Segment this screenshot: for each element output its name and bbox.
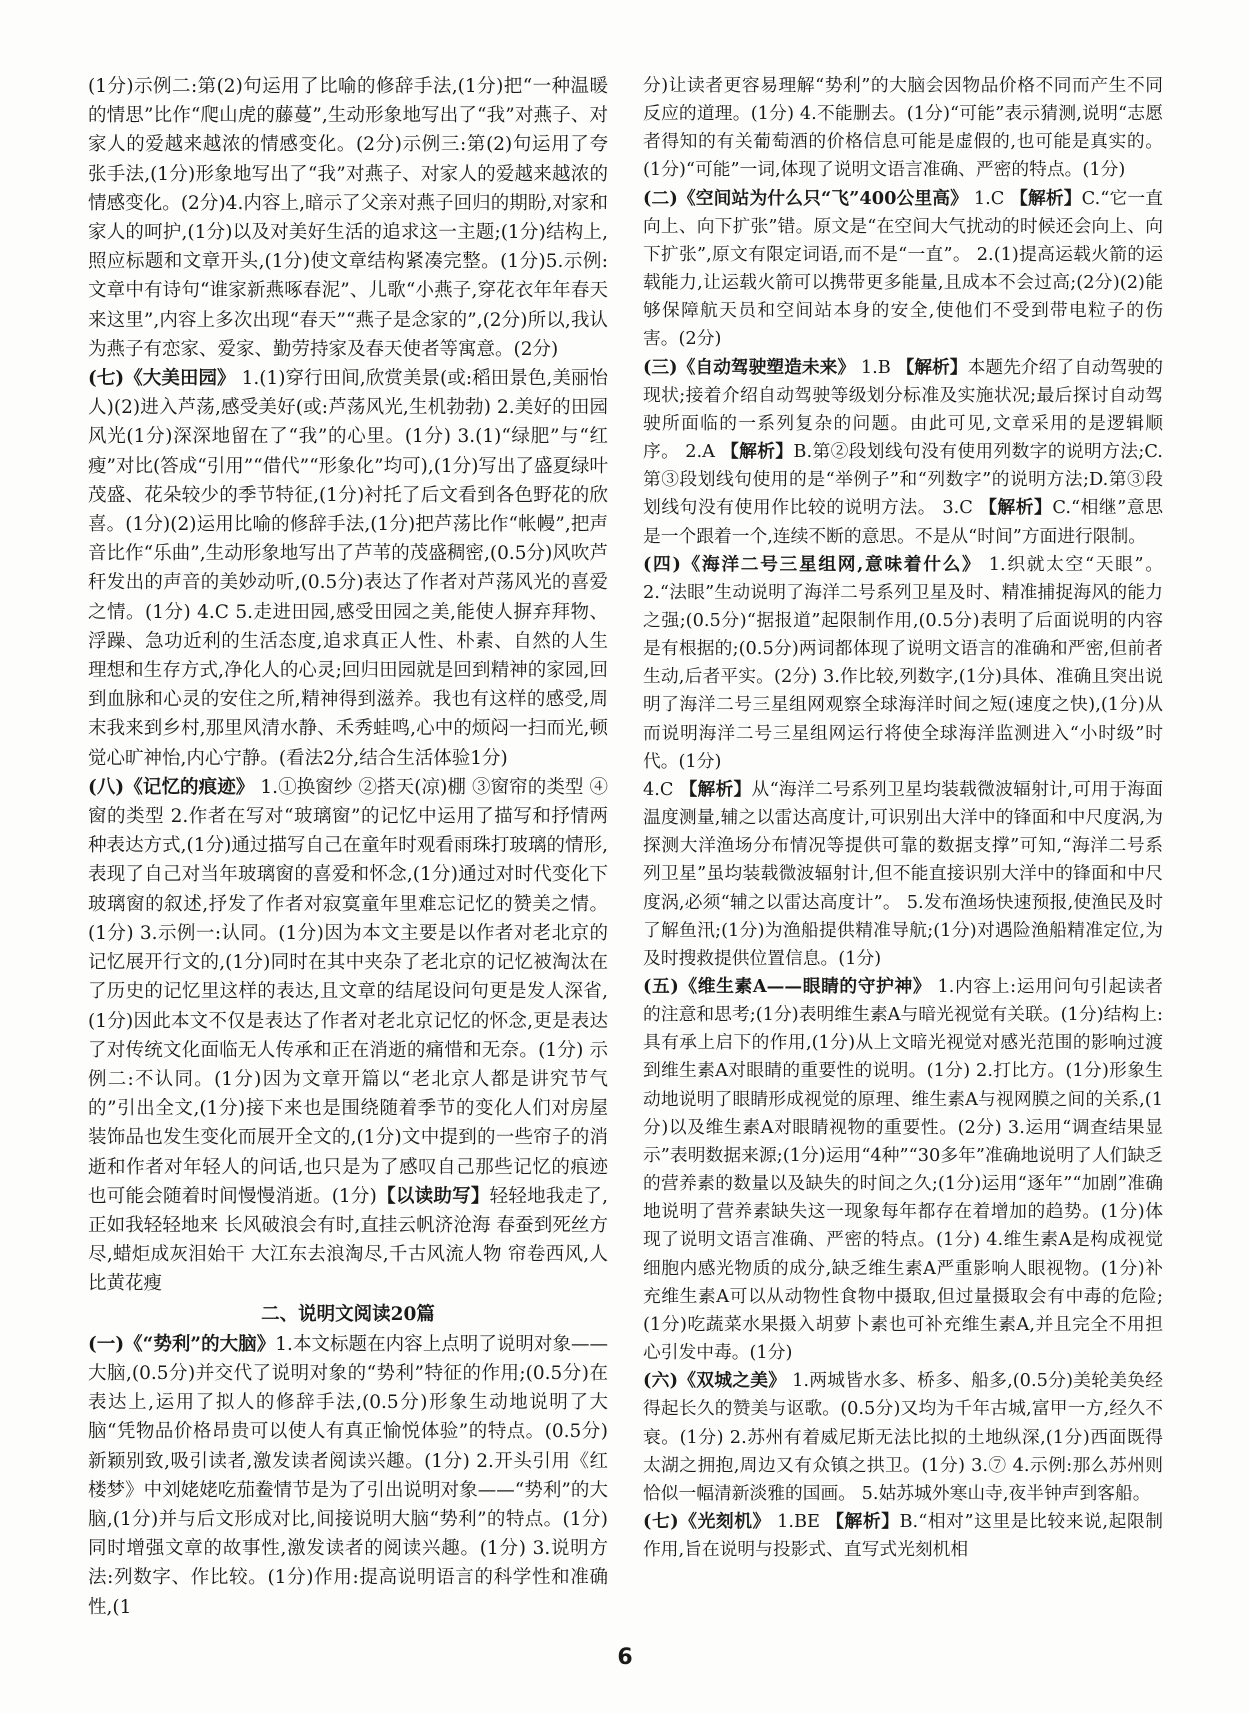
section-title: (七)《光刻机》: [643, 1510, 771, 1532]
answer-section-7: [88, 364, 608, 773]
analysis-label: 【解析】: [826, 1510, 900, 1532]
answer: 1.B: [860, 357, 891, 378]
section-body: 1.内容上:运用问句引起读者的注意和思考;(1分)表明维生素A与暗光视觉有关联。(1分)结构上:具有承上启下的作用,(1分)从上文暗光视觉对感光范围的影响过渡到维生素A对眼睛的重要性的说明。(1分) 2.打比方。(1分)形象生动地说明了眼睛形成视觉的原理、维生素A与视网膜之间的关系,(1分)以及维生素A对眼睛视物的重要性。(2分) 3.运用“调查结果显示”表明数据来源;(1分)运用“4种”“30多年”准确地说明了人们缺乏的营养素的数量以及缺失的时间之久;(1分)运用“逐年”“加剧”准确地说明了营养素缺失这一现象每年都存在着增加的趋势。(1分)体现了说明文语言准确、严密的特点。(1分) 4.维生素A是构成视觉细胞内感光物质的成分,缺乏维生素A严重影响人眼视物。(1分)补充维生素A可以从动物性食物中摄取,但过量摄取会有中毒的危险;(1分)吃蔬菜水果摄入胡萝卜素也可补充维生素A,并且完全不用担心引发中毒。(1分): [643, 977, 1163, 1364]
section-title: (六)《双城之美》: [643, 1370, 787, 1392]
analysis: 本题先介绍了自动驾驶的现状;接着介绍自动驾驶等级划分标准及实施状况;最后探讨自动驾驶所面临的一系列复杂的问题。由此可见,文章采用的是逻辑顺序。: [643, 357, 1163, 463]
answer-expository-1: [88, 1330, 608, 1622]
analysis-label: 【解析】: [1010, 187, 1082, 209]
analysis-label: 【解析】: [720, 441, 794, 463]
answer-expository-7: [643, 1508, 1163, 1564]
right-column: [643, 72, 1163, 1564]
answer: 1.C: [973, 188, 1005, 209]
section-body: 1.(1)穿行田间,欣赏美景(或:稻田景色,美丽怡人)(2)进入芦荡,感受美好(或:芦荡风光,生机勃勃) 2.美好的田园风光(1分)深深地留在了“我”的心里。(1分) 3.(1)“绿肥”与“红瘦”对比(答成“引用”“借代”“形象化”均可),(1分)写出了盛夏绿叶茂盛、花朵较少的季节特征,(1分)衬托了后文看到各色野花的欣喜。(1分)(2)运用比喻的修辞手法,(1分)把芦荡比作“帐幔”,把声音比作“乐曲”,生动形象地写出了芦苇的茂盛稠密,(0.5分)风吹芦秆发出的声音的美妙动听,(0.5分)表达了作者对芦荡风光的喜爱之情。(1分) 4.C 5.走进田园,感受田园之美,能使人摒弃拜物、浮躁、急功近利的生活态度,追求真正人性、朴素、自然的人生理想和生存方式,净化人的心灵;回归田园就是回到精神的家园,回到血脉和心灵的安住之所,精神得到滋养。我也有这样的感受,周末我来到乡村,那里风清水静、禾秀蛙鸣,心中的烦闷一扫而光,顿觉心旷神怡,内心宁静。(看法2分,结合生活体验1分): [88, 368, 608, 769]
analysis: B.“相对”这里是比较来说,起限制作用,旨在说明与投影式、直写式光刻机相: [643, 1511, 1163, 1561]
analysis: C.“相继”意思是一个跟着一个,连续不断的意思。不是从“时间”方面进行限制。: [643, 498, 1163, 547]
section-title: (一)《“势利”的大脑》: [88, 1333, 276, 1355]
answer: 2.(1)提高运载火箭的运载能力,让运载火箭可以携带更多能量,且成本不会过高;(2分)(2)能够保障航天员和空间站本身的安全,使他们不受到带电粒子的伤害。(2分): [643, 244, 1163, 350]
read-write-label: 【以读助写】: [376, 1185, 490, 1207]
text: (1分)示例二:第(2)句运用了比喻的修辞手法,(1分)把“一种温暖的情思”比作“爬山虎的藤蔓”,生动形象地写出了“我”对燕子、对家人的爱越来越浓的情感变化。(2分)示例三:第(2)句运用了夸张手法,(1分)形象地写出了“我”对燕子、对家人的爱越来越浓的情感变化。(2分): [88, 76, 608, 214]
answer: 1.BE: [777, 1511, 821, 1532]
analysis: 从“海洋二号系列卫星均装载微波辐射计,可用于海面温度测量,辅之以雷达高度计,可识别出大洋中的锋面和中尺度涡,为探测大洋渔场分布情况等提供可靠的数据支撑”可知,“海洋二号系列卫星”虽均装载微波辐射计,但不能直接识别大洋中的锋面和中尺度涡,必须“辅之以雷达高度计”。: [643, 779, 1163, 913]
answer: 5.发布渔场快速预报,使渔民及时了解鱼汛;(1分)为渔船提供精准导航;(1分)对遇险渔船精准定位,为及时搜救提供位置信息。(1分): [643, 892, 1163, 969]
section-title: (七)《大美田园》: [88, 368, 236, 390]
answer-expository-2: [643, 185, 1163, 354]
left-column: [88, 72, 608, 1622]
answer-expository-3: [643, 354, 1163, 551]
section-body: 1.两城皆水多、桥多、船多,(0.5分)美轮美奂经得起长久的赞美与讴歌。(0.5分)又均为千年古城,富甲一方,经久不衰。(1分) 2.苏州有着威尼斯无法比拟的土地纵深,(1分)西面既得太湖之拥抱,周边又有众镇之拱卫。(1分) 3.⑦ 4.示例:那么苏州则恰似一幅清新淡雅的国画。 5.姑苏城外寒山寺,夜半钟声到客船。: [643, 1371, 1163, 1504]
section-title: (二)《空间站为什么只“飞”400公里高》: [643, 187, 969, 209]
section-title: (三)《自动驾驶塑造未来》: [643, 356, 856, 378]
answer: 4.C: [643, 779, 674, 800]
answer-expository-4-cont: [643, 776, 1163, 973]
section-body: 1.本文标题在内容上点明了说明对象——大脑,(0.5分)并交代了说明对象的“势利”特征的作用;(0.5分)在表达上,运用了拟人的修辞手法,(0.5分)形象生动地说明了大脑“凭物品价格昂贵可以使人有真正愉悦体验”的特点。(0.5分)新颖别致,吸引读者,激发读者阅读兴趣。(1分) 2.开头引用《红楼梦》中刘姥姥吃茄鲞情节是为了引出说明对象——“势利”的大脑,(1分)并与后文形成对比,间接说明大脑“势利”的特点。(1分)同时增强文章的故事性,激发读者的阅读兴趣。(1分) 3.说明方法:列数字、作比较。(1分)作用:提高说明语言的科学性和准确性,(1: [88, 1333, 609, 1618]
section-title: (五)《维生素A——眼睛的守护神》: [643, 976, 932, 997]
text: 5.示例:文章中有诗句“谁家新燕啄春泥”、儿歌“小燕子,穿花衣年年春天来这里”,内容上多次出现“春天”“燕子是念家的”,(2分)所以,我认为燕子有恋家、爱家、勤劳持家及春天使者等寓意。(2分): [88, 251, 609, 360]
analysis-label: 【解析】: [979, 497, 1053, 519]
section-title: (四)《海洋二号三星组网,意味着什么》: [643, 553, 982, 575]
section-body: 1.①换窗纱 ②搭天(凉)棚 ③窗帘的类型 ④窗的类型 2.作者在写对“玻璃窗”的记忆中运用了描写和抒情两种表达方式,(1分)通过描写自己在童年时观看雨珠打玻璃的情形,表现了自己对当年玻璃窗的喜爱和怀念,(1分)通过对时代变化下玻璃窗的叙述,抒发了作者对寂寞童年里难忘记忆的赞美之情。(1分) 3.示例一:认同。(1分)因为本文主要是以作者对老北京的记忆展开行文的,(1分)同时在其中夹杂了老北京的记忆被淘汰在了历史的记忆里这样的表达,且文章的结尾设问句更是发人深省,(1分)因此本文不仅是表达了作者对老北京记忆的怀念,更是表达了对传统文化面临无人传承和正在消逝的痛惜和无奈。(1分) 示例二:不认同。(1分)因为文章开篇以“老北京人都是讲究节气的”引出全文,(1分)接下来也是围绕随着季节的变化人们对房屋装饰品也发生变化而展开全文的,(1分)文中提到的一些帘子的消逝和作者对年轻人的问话,也只是为了感叹自己那些记忆的痕迹也可能会随着时间慢慢消逝。(1分): [88, 776, 608, 1207]
answer-paragraph: 分)让读者更容易理解“势利”的大脑会因物品价格不同而产生不同反应的道理。(1分) 4.不能删去。(1分)“可能”表示猜测,说明“志愿者得知的有关葡萄酒的价格信息可能是虚假的,也可能是真实的。(1分)“可能”一词,体现了说明文语言准确、严密的特点。(1分): [643, 76, 1163, 181]
answer: 3.C: [942, 498, 973, 519]
read-write-body: 轻轻地我走了,正如我轻轻地来 长风破浪会有时,直挂云帆济沧海 春蚕到死丝方尽,蜡炬成灰泪始干 大江东去浪淘尽,千古风流人物 帘卷西风,人比黄花瘦: [88, 1185, 608, 1295]
analysis: C.“它一直向上、向下扩张”错。原文是“在空间大气扰动的时候还会向上、向下扩张”,原文有限定词语,而不是“一直”。: [643, 188, 1163, 265]
answer-paragraph: [88, 72, 608, 364]
text: 4.内容上,暗示了父亲对燕子回归的期盼,对家和家人的呵护,(1分)以及对美好生活的追求这一主题;(1分)结构上,照应标题和文章开头,(1分)使文章结构紧凑完整。(1分): [88, 192, 608, 273]
section-heading: 二、说明文阅读20篇: [261, 1303, 435, 1325]
analysis: B.第②段划线句没有使用列数字的说明方法;C.第③段划线句使用的是“举例子”和“列数字”的说明方法;D.第③段划线句没有使用作比较的说明方法。: [643, 442, 1163, 519]
answer-expository-5: [643, 973, 1163, 1367]
answer: 2.A: [685, 442, 715, 463]
page-number: 6: [617, 1645, 633, 1670]
answer-expository-4: [643, 551, 1163, 776]
answer-section-8: [88, 773, 608, 1299]
section-body: 1.织就太空“天眼”。 2.“法眼”生动说明了海洋二号系列卫星及时、精准捕捉海风的能力之强;(0.5分)“据报道”起限制作用,(0.5分)表明了后面说明的内容是有根据的;(0.5分)两词都体现了说明文语言的准确和严密,但前者生动,后者平实。(2分) 3.作比较,列数字,(1分)具体、准确且突出说明了海洋二号三星组网观察全球海洋时间之短(速度之快),(1分)从而说明海洋二号三星组网运行将使全球海洋监测进入“小时级”时代。(1分): [643, 554, 1163, 772]
analysis-label: 【解析】: [896, 356, 968, 378]
analysis-label: 【解析】: [679, 778, 752, 800]
answer-expository-6: [643, 1367, 1163, 1508]
section-title: (八)《记忆的痕迹》: [88, 776, 255, 798]
